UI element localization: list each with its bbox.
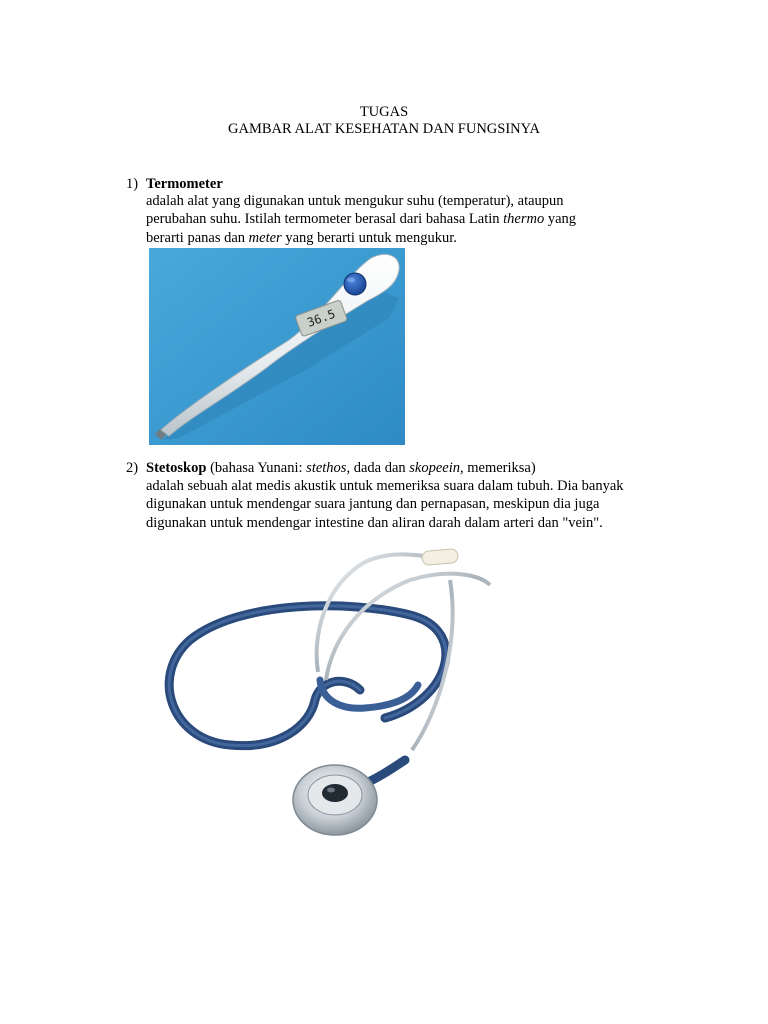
item-name: Stetoskop [146,460,207,476]
item-heading-stetoskop: 2) Stetoskop (bahasa Yunani: stethos, dada dan skopeein, memeriksa) [126,460,536,476]
item-number: 1) [126,176,139,192]
text-line: perubahan suhu. Istilah termometer berasal dari bahasa Latin thermo yang [146,211,577,228]
text-line: adalah alat yang digunakan untuk mengukur suhu (temperatur), ataupun [146,193,564,209]
stethoscope-photo [150,540,510,850]
text-line: digunakan untuk mendengar suara jantung dan pernapasan, meskipun dia juga [146,496,600,513]
page-title-line-2: GAMBAR ALAT KESEHATAN DAN FUNGSINYA [228,121,540,137]
page-title-line-1: TUGAS [359,104,409,120]
text-line: adalah sebuah alat medis akustik untuk memeriksa suara dalam tubuh. Dia banyak [146,478,624,494]
power-button-icon [344,273,366,295]
text-line: berarti panas dan meter yang berarti untuk mengukur. [146,229,457,246]
item-heading-termometer [126,175,223,193]
thermometer-photo [149,248,405,445]
display-reading: 36.5 [305,306,338,330]
item-name: Termometer [146,176,223,192]
item-number: 2) [126,460,139,476]
ear-tip-icon [421,548,458,565]
item-description-stetoskop [146,477,624,532]
item-description-termometer [146,192,576,247]
text-line: digunakan untuk mendengar intestine dan aliran darah dalam arteri dan "vein". [146,514,603,531]
